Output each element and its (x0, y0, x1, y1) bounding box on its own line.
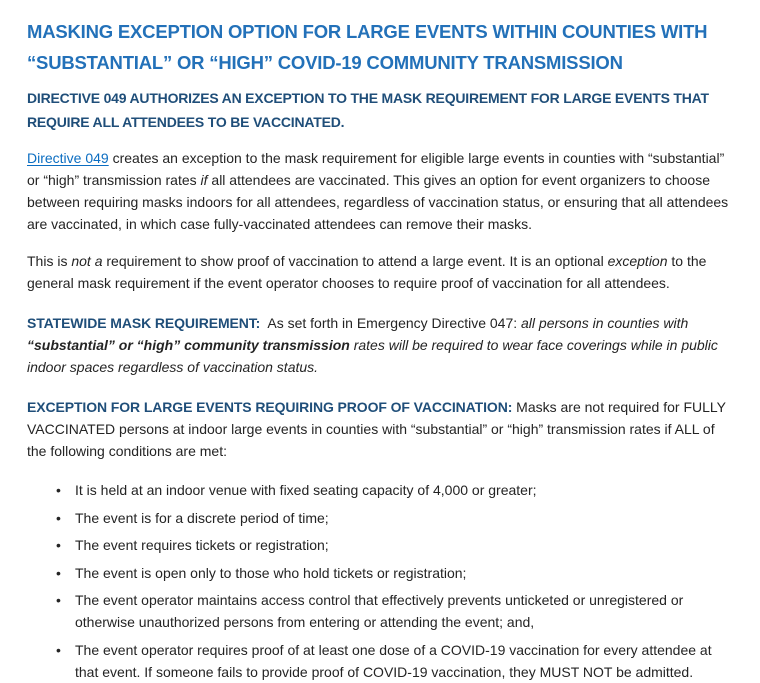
paragraph-intro (27, 147, 735, 235)
paragraph-exception-large-events (27, 396, 735, 462)
statewide-bold-italic: “substantial” or “high” community transmission (27, 337, 350, 353)
exception-text: Masks are not required for FULLY VACCINATED persons at indoor large events in counties with “substantial” or “high” transmission rates if ALL of the following conditions are met: (27, 399, 726, 459)
intro-text-rest: all attendees are vaccinated. This gives an option for event organizers to choose between requiring masks indoors for all attendees, regardless of vaccination status, or ensuring that all attendees are vaccinated, in which case fully-vaccinated attendees can remove their masks. (27, 172, 729, 232)
conditions-list (27, 479, 735, 683)
directive-subtitle: DIRECTIVE 049 AUTHORIZES AN EXCEPTION TO THE MASK REQUIREMENT FOR LARGE EVENTS THAT REQUIRE ALL ATTENDEES TO BE VACCINATED. (27, 90, 709, 130)
statewide-heading: STATEWIDE MASK REQUIREMENT: (27, 315, 261, 331)
optional-text-start: This is (27, 253, 72, 269)
condition-item: • It is held at an indoor venue with fixed seating capacity of 4,000 or greater; (75, 479, 735, 501)
optional-italic-exception: exception (607, 253, 668, 269)
optional-text-mid: requirement to show proof of vaccination to attend a large event. It is an optional (102, 253, 608, 269)
condition-item: • The event is for a discrete period of time; (75, 507, 735, 529)
condition-item: • The event operator maintains access control that effectively prevents unticketed or unregistered or otherwise unauthorized persons from entering or attending the event; and, (75, 589, 735, 633)
directive-049-link[interactable]: Directive 049 (27, 150, 109, 166)
condition-item: • The event operator requires proof of at least one dose of a COVID-19 vaccination for every attendee at that event. If someone fails to provide proof of COVID-19 vaccination, they MUST NOT be admitted. (75, 639, 735, 683)
intro-italic-if: if (200, 172, 208, 188)
paragraph-statewide-requirement (27, 312, 735, 378)
intro-text: creates an exception to the mask requirement for eligible large events in counties with “substantial” or “high” transmission rates (27, 150, 725, 188)
optional-text-end: to the general mask requirement if the event operator chooses to require proof of vaccination for all attendees. (27, 253, 707, 291)
page-title: MASKING EXCEPTION OPTION FOR LARGE EVENTS WITHIN COUNTIES WITH “SUBSTANTIAL” OR “HIGH” COVID-19 COMMUNITY TRANSMISSION (27, 21, 708, 73)
paragraph-optional-exception (27, 250, 735, 294)
optional-italic-not-a: not a (71, 253, 103, 269)
condition-item: • The event is open only to those who hold tickets or registration; (75, 562, 735, 584)
statewide-italic-lead: all persons in counties with (521, 315, 689, 331)
statewide-normal-text: As set forth in Emergency Directive 047: (264, 315, 522, 331)
exception-heading: EXCEPTION FOR LARGE EVENTS REQUIRING PROOF OF VACCINATION: (27, 399, 513, 415)
statewide-italic-rest: rates will be required to wear face coverings while in public indoor spaces regardless of vaccination status. (27, 337, 718, 375)
condition-item: • The event requires tickets or registration; (75, 534, 735, 556)
